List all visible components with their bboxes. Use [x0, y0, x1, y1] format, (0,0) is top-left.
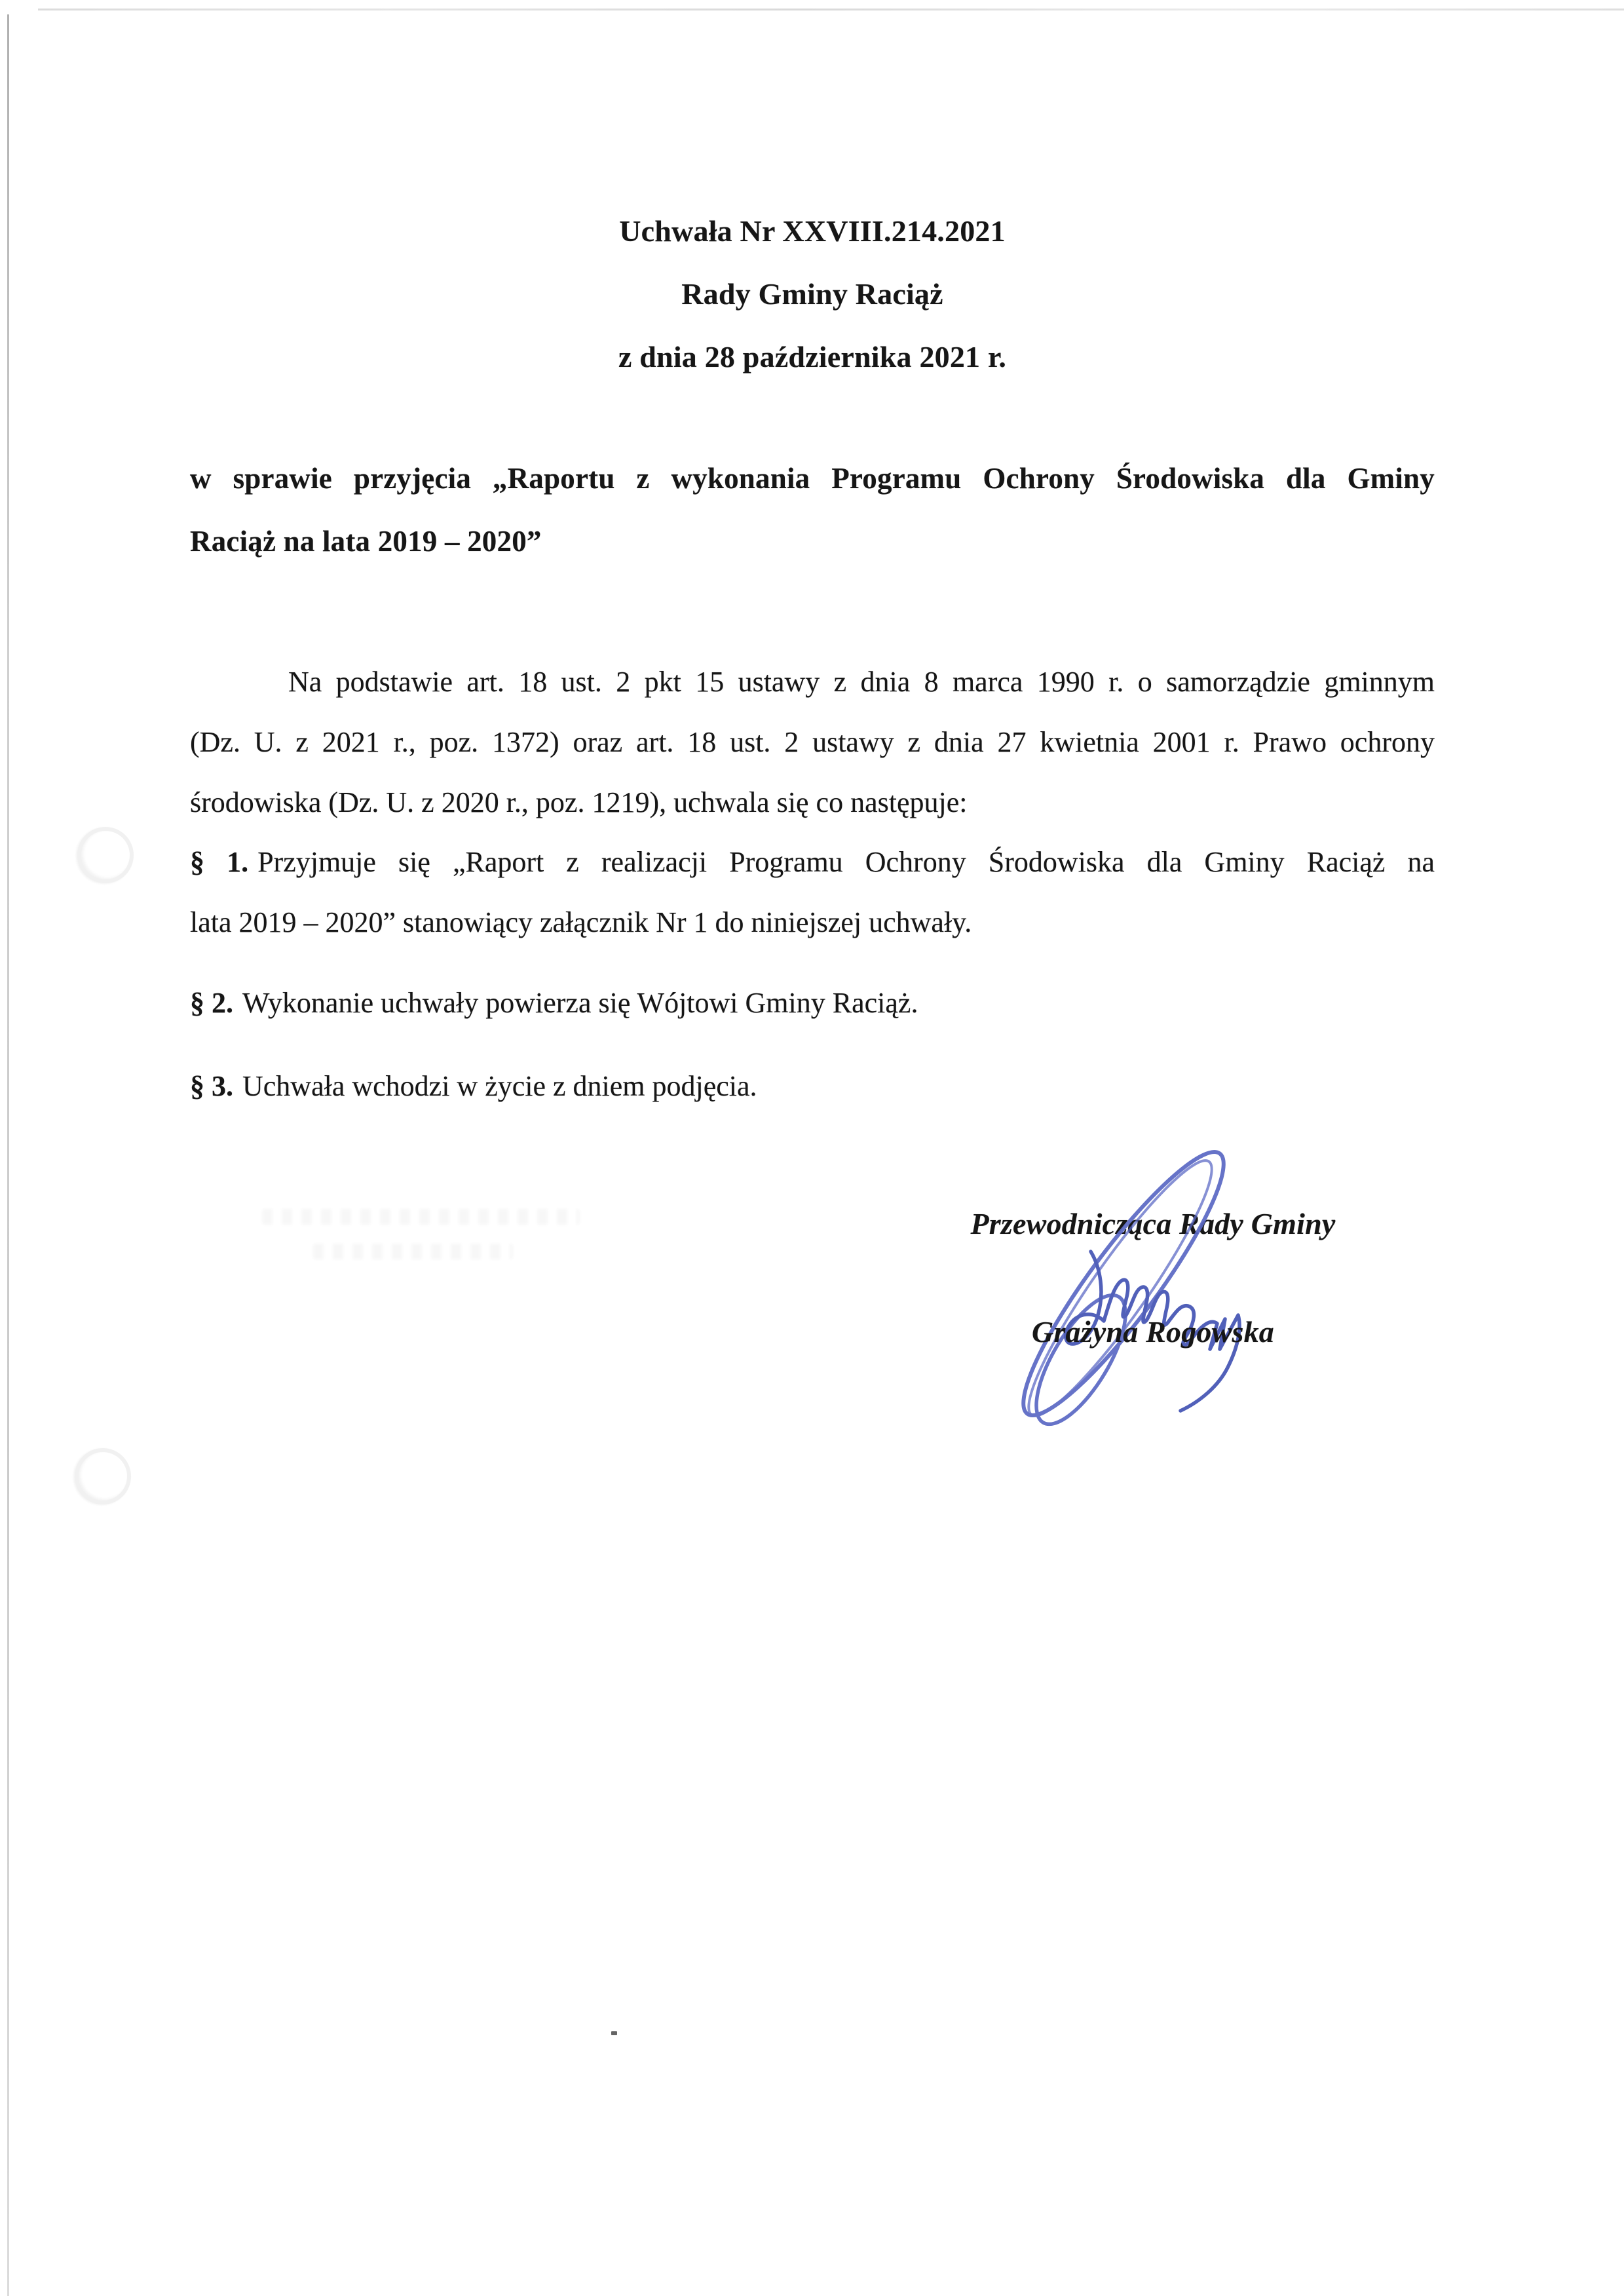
document-title-block	[193, 200, 1431, 389]
section-2-marker: § 2.	[190, 987, 233, 1019]
bleed-through-artifact	[262, 1209, 580, 1225]
section-3-paragraph	[190, 1056, 1435, 1117]
preamble-paragraph	[190, 652, 1435, 833]
bleed-through-artifact	[313, 1244, 513, 1259]
section-3-text: Uchwała wchodzi w życie z dniem podjęcia.	[242, 1070, 757, 1102]
section-1-line	[190, 832, 1435, 892]
title-line-council: Rady Gminy Raciąż	[681, 277, 943, 311]
scan-edge-left-line	[7, 14, 9, 2296]
preamble-line: środowiska (Dz. U. z 2020 r., poz. 1219), uchwala się co następuje:	[190, 786, 968, 818]
punch-hole-top	[77, 827, 134, 883]
handwritten-signature-ink	[983, 1127, 1297, 1442]
section-1-marker: § 1.	[190, 846, 249, 878]
section-1-paragraph	[190, 832, 1435, 953]
document-subject	[190, 447, 1435, 573]
section-2-line	[190, 973, 1435, 1033]
subject-line: Raciąż na lata 2019 – 2020”	[190, 525, 542, 558]
subject-line: w sprawie przyjęcia „Raportu z wykonania Programu Ochrony Środowiska dla Gminy	[190, 462, 1435, 495]
signature-large-loop-double	[1009, 1146, 1232, 1431]
section-1-text: Przyjmuje się „Raport z realizacji Programu Ochrony Środowiska dla Gminy Raciąż na	[257, 846, 1435, 878]
section-1-line: lata 2019 – 2020” stanowiący załącznik Nr 1 do niniejszej uchwały.	[190, 906, 972, 938]
title-line-date: z dnia 28 października 2021 r.	[618, 340, 1007, 373]
section-3-marker: § 3.	[190, 1070, 233, 1102]
preamble-line: Na podstawie art. 18 ust. 2 pkt 15 ustawy z dnia 8 marca 1990 r. o samorządzie gminnym	[288, 666, 1435, 698]
section-2-paragraph	[190, 973, 1435, 1033]
title-line-number: Uchwała Nr XXVIII.214.2021	[619, 214, 1006, 248]
preamble-line: (Dz. U. z 2021 r., poz. 1372) oraz art. 18 ust. 2 ustawy z dnia 27 kwietnia 2001 r. Prawo ochrony	[190, 726, 1435, 758]
scan-edge-top-line	[38, 9, 1624, 10]
scan-speck	[611, 2031, 617, 2035]
signature-role: Przewodnicząca Rady Gminy	[970, 1207, 1336, 1240]
punch-hole-bottom	[75, 1448, 131, 1504]
section-2-text: Wykonanie uchwały powierza się Wójtowi Gminy Raciąż.	[242, 987, 918, 1019]
signature-name: Grażyna Rogowska	[1032, 1315, 1274, 1349]
section-3-line	[190, 1056, 1435, 1117]
